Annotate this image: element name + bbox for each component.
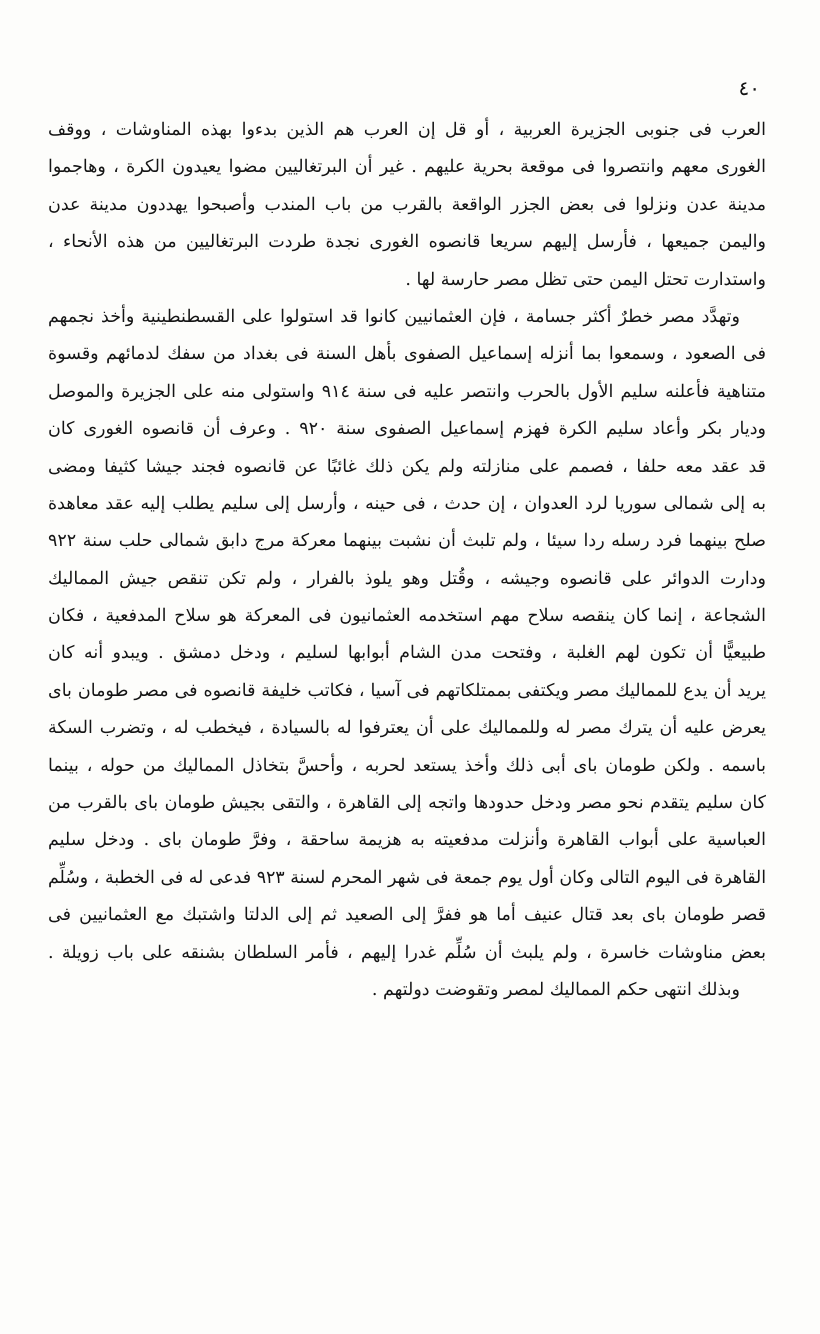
text-line: طبيعيًّا أن تكون لهم الغلبة ، وفتحت مدن الشام أبوابها لسليم ، ودخل دمشق . ويبدو أنه كان [48,643,766,664]
body-text [48,112,766,1009]
text-line: صلح بينهما فرد رسله ردا سيئا ، ولم تلبث أن نشبت بينهما معركة مرج دابق شمالى حلب سنة ٩٢٢ [48,531,766,552]
text-line: وديار بكر وأعاد سليم الكرة فهزم إسماعيل الصفوى سنة ٩٢٠ . وعرف أن قانصوه الغورى كان [48,419,766,440]
text-line: قصر طومان باى بعد قتال عنيف أما هو ففرَّ إلى الصعيد ثم إلى الدلتا واشتبك مع العثمانيين فى [48,905,766,926]
text-line: العرب فى جنوبى الجزيرة العربية ، أو قل إن العرب هم الذين بدءوا بهذه المناوشات ، ووقف [48,120,766,140]
text-line: القاهرة فى اليوم التالى وكان أول يوم جمعة فى شهر المحرم لسنة ٩٢٣ فدعى له فى الخطبة ، وسُلِّم [48,867,766,888]
page-number: ٤٠ [738,76,760,100]
text-line: الشجاعة ، إنما كان ينقصه سلاح مهم استخدمه العثمانيون فى المعركة هو سلاح المدفعية ، فكان [48,606,766,627]
text-line: ودارت الدوائر على قانصوه وجيشه ، وقُتل وهو يلوذ بالفرار ، ولم تكن تنقص جيش المماليك [48,568,766,589]
text-line: واليمن جميعها ، فأرسل إليهم سريعا قانصوه الغورى نجدة طردت البرتغاليين من هذه الأنحاء ، [48,232,766,253]
text-line: قد عقد معه حلفا ، فصمم على منازلته ولم يكن ذلك غائبًا عن قانصوه فجند جيشا كثيفا ومضى [48,456,766,477]
text-line: وتهدَّد مصر خطرٌ أكثر جسامة ، فإن العثمانيين كانوا قد استولوا على القسطنطينية وأخذ نجمهم [48,306,740,327]
text-line: بعض مناوشات خاسرة ، ولم يلبث أن سُلِّم غدرا إليهم ، فأمر السلطان بشنقه على باب زويلة . [48,942,766,963]
text-line: العباسية على أبواب القاهرة وأنزلت مدفعيته به هزيمة ساحقة ، وفرَّ طومان باى . ودخل سليم [48,830,766,851]
text-line: الغورى معهم وانتصروا فى موقعة بحرية عليهم . غير أن البرتغاليين مضوا يعيدون الكرة ، وهاجموا [48,157,766,178]
text-line: فى الصعود ، وسمعوا بما أنزله إسماعيل الصفوى بأهل السنة فى بغداد من سفك لدمائهم وقسوة [48,344,766,365]
text-line: يريد أن يدع للمماليك مصر ويكتفى بممتلكاتهم فى آسيا ، فكاتب خليفة قانصوه فى مصر طومان باى [48,680,766,701]
text-line: به إلى شمالى سوريا لرد العدوان ، إن حدث ، فى حينه ، وأرسل إلى سليم يطلب إليه عقد معاهدة [48,493,766,514]
text-line: متناهية فأعلنه سليم الأول بالحرب وانتصر عليه فى سنة ٩١٤ واستولى منه على الجزيرة والموصل [48,381,766,402]
text-line: كان سليم يتقدم نحو مصر ودخل حدودها واتجه إلى القاهرة ، والتقى بجيش طومان باى بالقرب من [48,793,766,814]
text-line: يعرض عليه أن يترك مصر له وللمماليك على أن يعترفوا له بالسيادة ، فيخطب له ، وتضرب السكة [48,718,766,739]
text-line: باسمه . ولكن طومان باى أبى ذلك وأخذ يستعد لحربه ، وأحسَّ بتخاذل المماليك من حوله ، بينما [48,755,766,776]
text-line: مدينة عدن ونزلوا فى بعض الجزر الواقعة بالقرب من باب المندب وأصبحوا يهددون مدينة عدن [48,194,766,215]
text-line: واستدارت تحتل اليمن حتى تظل مصر حارسة لها . [405,269,766,290]
text-line: وبذلك انتهى حكم المماليك لمصر وتقوضت دولتهم . [371,979,740,1000]
